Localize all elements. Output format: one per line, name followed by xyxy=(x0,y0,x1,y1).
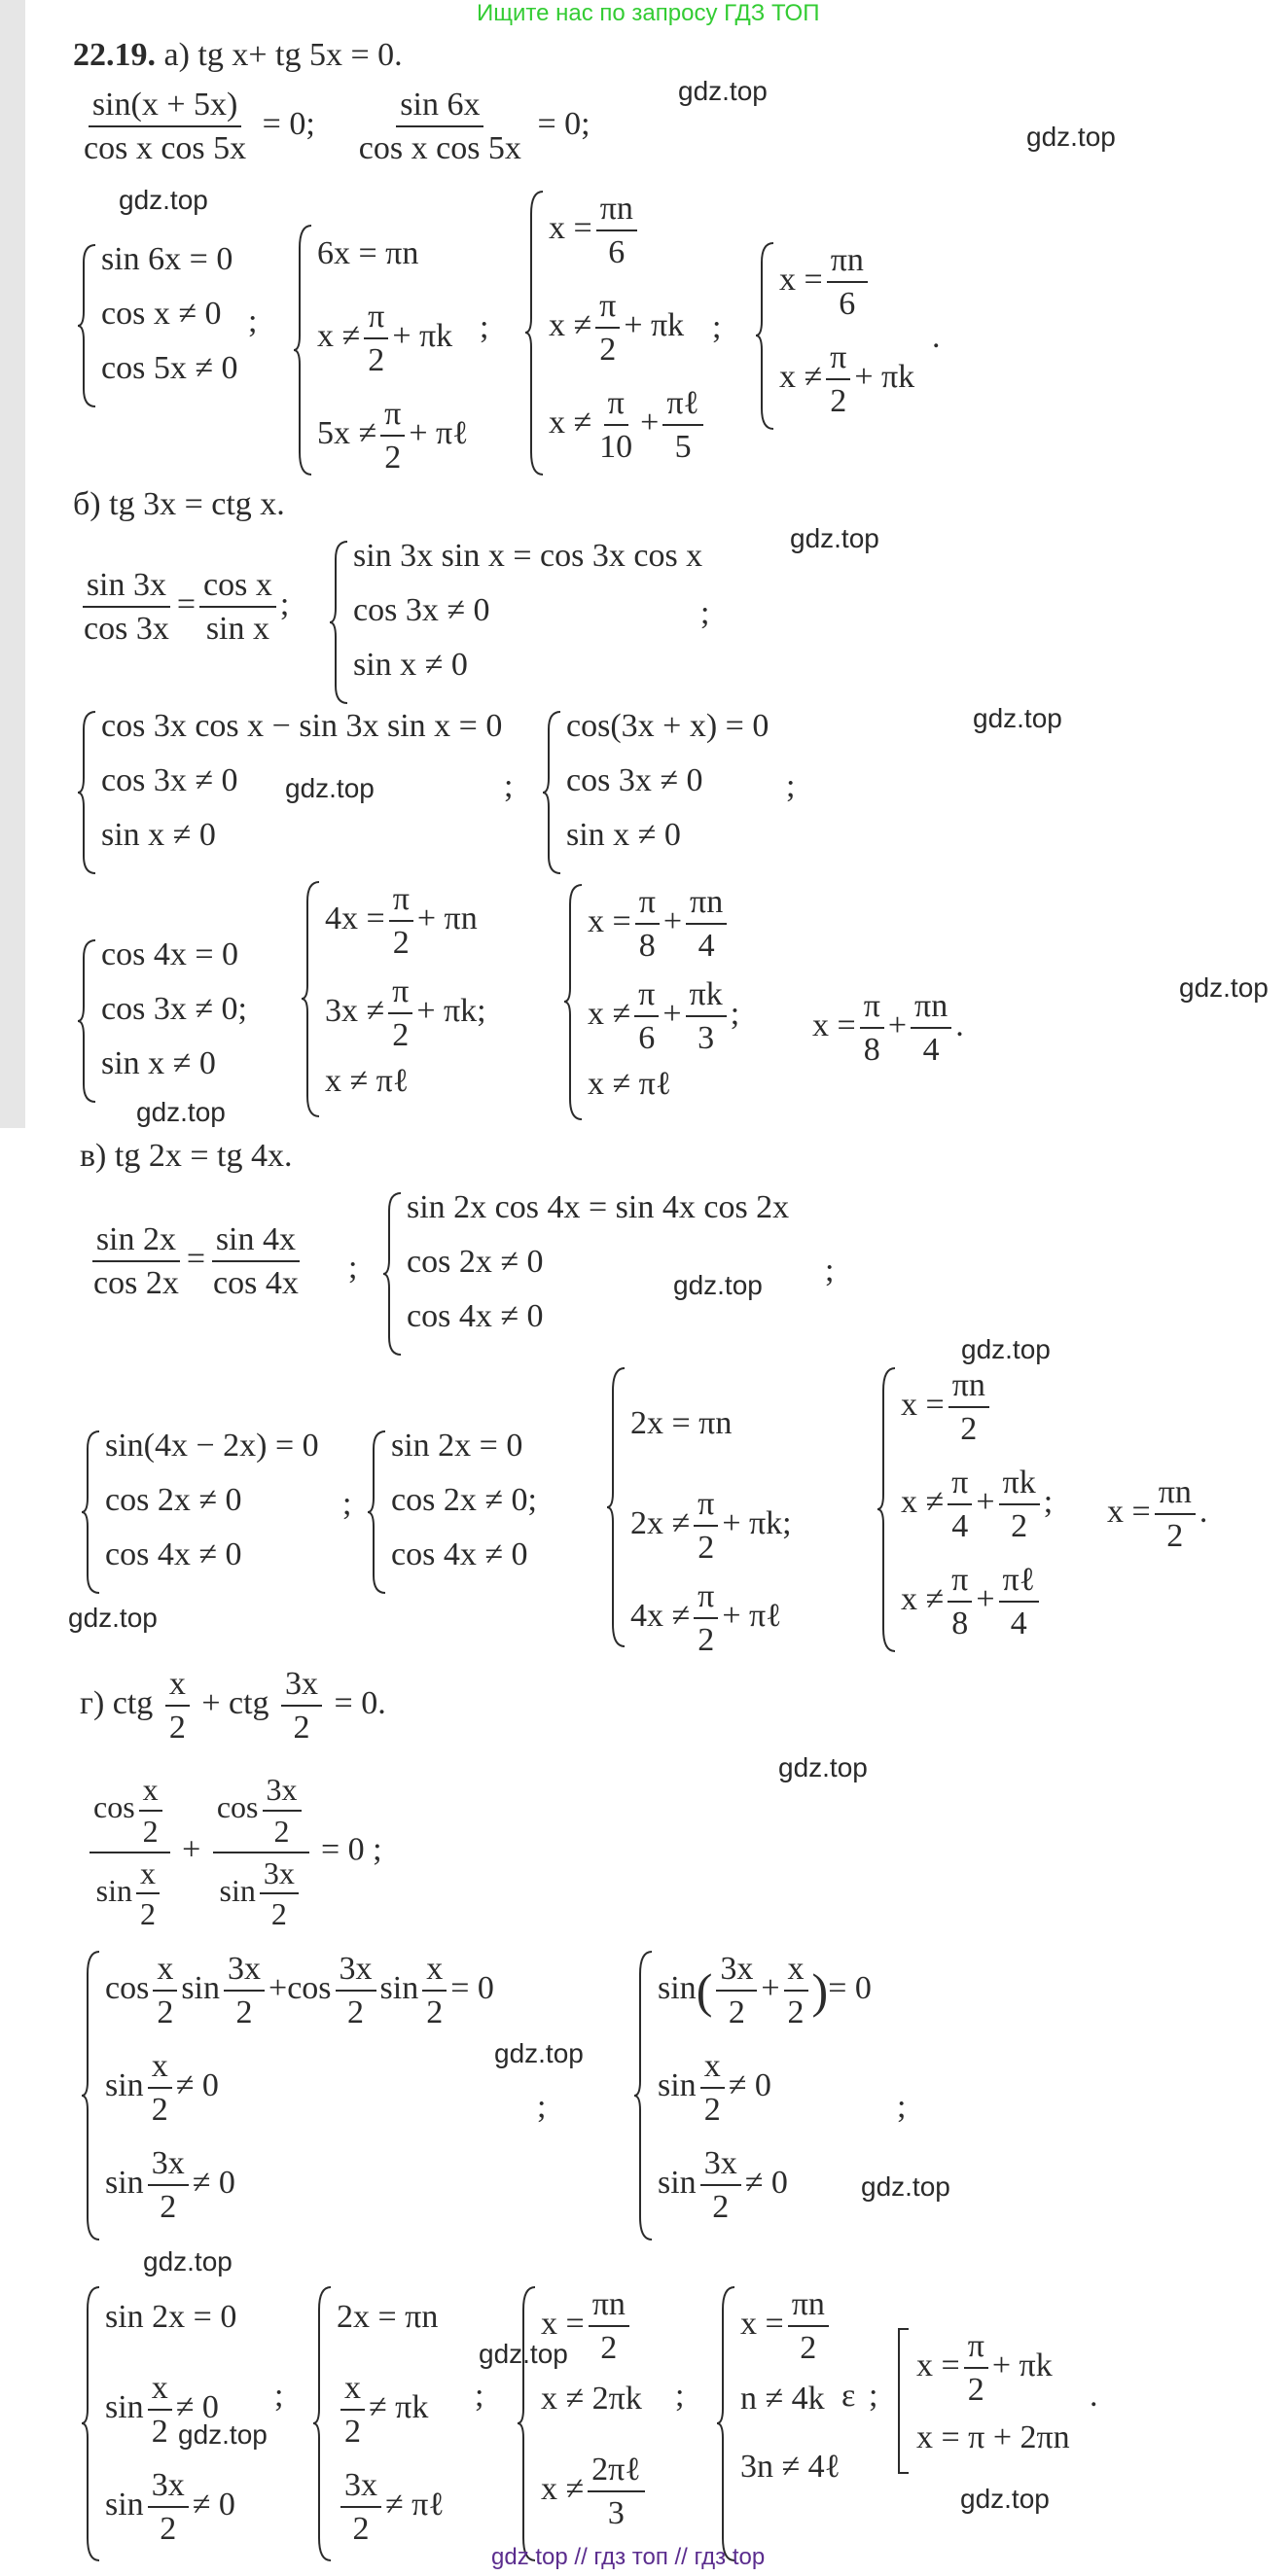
brace-icon xyxy=(541,710,562,875)
brace-icon xyxy=(292,224,313,476)
part-a-system-1: sin 6x = 0 cos x ≠ 0 cos 5x ≠ 0 xyxy=(76,243,237,406)
watermark: gdz.top xyxy=(861,2171,950,2202)
part-g-system-5: x = $\frac{\pi n}{2}$ x ≠ 2πk x ≠ $\frac{\text{2πℓ}}{3}$ xyxy=(516,2285,649,2548)
part-a-system-3: x = $\frac{\pi n}{6}$ x ≠ $\frac{\pi}{2}$ + πk x ≠ $\frac{\pi}{10}$ + $\frac{\text{πℓ}}{5}$ xyxy=(523,190,707,476)
problem-number: 22.19. xyxy=(73,37,156,73)
separator: ; xyxy=(712,309,722,345)
watermark: gdz.top xyxy=(143,2246,233,2276)
part-b-system-1: sin 3x sin x = cos 3x cos x cos 3x ≠ 0 sin x ≠ 0 xyxy=(328,540,702,703)
part-v-system-5: x = $\frac{\pi n}{2}$ x ≠ $\frac{\pi}{4}$ + $\frac{\pi k}{2}$ ; x ≠ $\frac{\pi}{8}$ + $\frac{\text{πℓ}}{4}$ xyxy=(876,1366,1053,1653)
part-b-system-6: x = $\frac{\pi}{8}$ + $\frac{\pi n}{4}$ x ≠ $\frac{\pi}{6}$ + $\frac{\pi k}{3}$ ; x ≠ πℓ xyxy=(562,883,739,1116)
brace-icon xyxy=(715,2285,736,2562)
part-g-title: г) ctg $\frac{x}{2}$ + ctg $\frac{3x}{2}$ = 0. xyxy=(80,1666,386,1747)
watermark: gdz.top xyxy=(678,76,768,106)
part-g-system-2: sin( $\frac{3x}{2}$ + $\frac{x}{2}$ )= 0 sin $\frac{x}{2}$ ≠ 0 sin $\frac{3x}{2}$ ≠ 0 xyxy=(632,1950,872,2241)
separator: ; xyxy=(248,303,258,339)
separator: ; xyxy=(274,2378,284,2414)
page-edge-shadow xyxy=(0,0,25,1128)
fraction: $\frac{\sin 6x}{\text{cos x cos 5x}}$ xyxy=(358,87,521,167)
watermark: gdz.top xyxy=(778,1752,868,1782)
part-b-system-5: 4x = $\frac{\pi}{2}$ + πn 3x ≠ $\frac{\pi}{2}$ + πk; x ≠ πℓ xyxy=(300,880,486,1113)
separator: ; xyxy=(700,595,710,631)
part-a-system-2: 6x = πn x ≠ $\frac{\pi}{2}$ + πk 5x ≠ $\frac{\pi}{2}$ + πℓ xyxy=(292,224,468,482)
brace-icon xyxy=(300,880,321,1118)
brace-icon xyxy=(80,1429,101,1595)
brace-icon xyxy=(366,1429,387,1595)
brace-icon xyxy=(328,540,349,705)
watermark: gdz.top xyxy=(494,2038,584,2068)
part-g-system-1: cos $\frac{x}{2}$ sin $\frac{3x}{2}$ +cos $\frac{3x}{2}$ sin $\frac{x}{2}$ = 0 sin $\frac{x}{2}$ ≠ 0 sin $\frac{3x}{2}$ ≠ 0 xyxy=(80,1950,494,2241)
brace-icon xyxy=(311,2285,333,2562)
brace-icon xyxy=(516,2285,537,2562)
watermark: gdz.top xyxy=(673,1270,763,1300)
separator: ; xyxy=(786,768,796,804)
period: . xyxy=(932,319,941,355)
brace-icon xyxy=(562,883,584,1121)
part-v-system-1: sin 2x cos 4x = sin 4x cos 2x cos 2x ≠ 0 cos 4x ≠ 0 xyxy=(381,1191,789,1355)
part-v-title: в) tg 2x = tg 4x. xyxy=(80,1138,293,1174)
part-b-answer: x = $\frac{\pi}{8}$ + $\frac{\pi n}{4}$ . xyxy=(812,988,964,1069)
separator: ; xyxy=(342,1486,352,1522)
part-g-system-6: x = $\frac{\pi n}{2}$ n ≠ 4k 3n ≠ 4ℓ xyxy=(715,2285,841,2519)
part-g-equation: cos $\frac{x}{2}$ sin $\frac{x}{2}$ + cos $\frac{3x}{2}$ sin $\frac{3x}{2}$ = 0 ; xyxy=(86,1772,382,1932)
part-v-system-4: 2x = πn 2x ≠ $\frac{\pi}{2}$ + πk; 4x ≠ $\frac{\pi}{2}$ + πℓ xyxy=(605,1366,792,1655)
separator: ; xyxy=(825,1253,835,1288)
separator: ; xyxy=(897,2089,907,2125)
watermark: gdz.top xyxy=(285,773,375,803)
part-g-answer: x = $\frac{\pi}{2}$ + πk x = π + 2πn xyxy=(897,2327,1070,2468)
watermark: gdz.top xyxy=(973,703,1062,733)
part-b-system-4: cos 4x = 0 cos 3x ≠ 0; sin x ≠ 0 xyxy=(76,938,247,1102)
separator: ; xyxy=(504,768,514,804)
separator: ; xyxy=(869,2378,878,2414)
bottom-banner[interactable]: gdz top // гдз топ // гдз top xyxy=(491,2544,766,2570)
brace-icon xyxy=(754,241,775,431)
watermark: gdz.top xyxy=(136,1097,226,1127)
separator: ; xyxy=(675,2378,685,2414)
separator: ; xyxy=(475,2378,484,2414)
brace-icon xyxy=(605,1366,626,1648)
brace-icon xyxy=(80,2285,101,2562)
brace-icon xyxy=(76,938,97,1104)
part-b-title: б) tg 3x = ctg x. xyxy=(73,486,285,522)
part-a-system-4: x = $\frac{\pi n}{6}$ x ≠ $\frac{\pi}{2}$ + πk xyxy=(754,241,914,431)
part-b-equation: $\frac{\sin 3x}{\cos 3x}$ = $\frac{\text{cos x}}{\text{sin x}}$ ; xyxy=(84,567,290,648)
watermark: gdz.top xyxy=(1026,122,1116,152)
part-v-system-2: sin(4x − 2x) = 0 cos 2x ≠ 0 cos 4x ≠ 0 xyxy=(80,1429,319,1593)
bracket-icon xyxy=(897,2327,911,2475)
watermark: gdz.top xyxy=(960,2484,1050,2514)
brace-icon xyxy=(876,1366,897,1653)
brace-icon xyxy=(632,1950,654,2241)
period: . xyxy=(1090,2378,1098,2414)
watermark: gdz.top xyxy=(790,523,879,553)
separator: ; xyxy=(537,2089,547,2125)
part-b-system-2: cos 3x cos x − sin 3x sin x = 0 cos 3x ≠ 0 sin x ≠ 0 xyxy=(76,710,502,873)
part-v-system-3: sin 2x = 0 cos 2x ≠ 0; cos 4x ≠ 0 xyxy=(366,1429,537,1593)
top-banner[interactable]: Ищите нас по запросу ГДЗ ТОП xyxy=(477,0,820,26)
brace-icon xyxy=(76,710,97,875)
watermark: gdz.top xyxy=(119,185,208,215)
part-b-system-3: cos(3x + x) = 0 cos 3x ≠ 0 sin x ≠ 0 xyxy=(541,710,769,873)
brace-icon xyxy=(523,190,545,476)
watermark: gdz.top xyxy=(479,2339,568,2369)
part-a-equation-1: $\frac{\sin(x + 5x)}{\text{cos x cos 5x}}$ = 0; $\frac{\sin 6x}{\text{cos x cos 5x}}$ = 0; xyxy=(76,86,590,167)
watermark: gdz.top xyxy=(68,1603,158,1633)
problem-heading xyxy=(73,37,403,74)
fraction: $\frac{\sin(x + 5x)}{\text{cos x cos 5x}}$ xyxy=(84,87,247,167)
part-a-title: а) tg x+ tg 5x = 0. xyxy=(163,37,403,73)
brace-icon xyxy=(381,1191,403,1357)
watermark: gdz.top xyxy=(961,1334,1051,1364)
brace-icon xyxy=(80,1950,101,2241)
watermark: gdz.top xyxy=(1179,972,1269,1003)
separator: ; xyxy=(480,309,489,345)
epsilon-symbol: ε xyxy=(841,2378,856,2414)
part-g-system-4: 2x = πn $\frac{x}{2}$ ≠ πk $\frac{3x}{2}$ ≠ πℓ xyxy=(311,2285,445,2563)
watermark: gdz.top xyxy=(178,2419,268,2450)
part-g-system-3: sin 2x = 0 sin $\frac{x}{2}$ ≠ 0 sin $\frac{3x}{2}$ ≠ 0 xyxy=(80,2285,236,2563)
brace-icon xyxy=(76,243,97,408)
part-v-equation: $\frac{\sin 2x}{\cos 2x}$ = $\frac{\sin 4x}{\cos 4x}$ xyxy=(93,1221,299,1302)
separator: ; xyxy=(348,1250,358,1286)
part-v-answer: x = $\frac{\pi n}{2}$ . xyxy=(1107,1474,1208,1555)
